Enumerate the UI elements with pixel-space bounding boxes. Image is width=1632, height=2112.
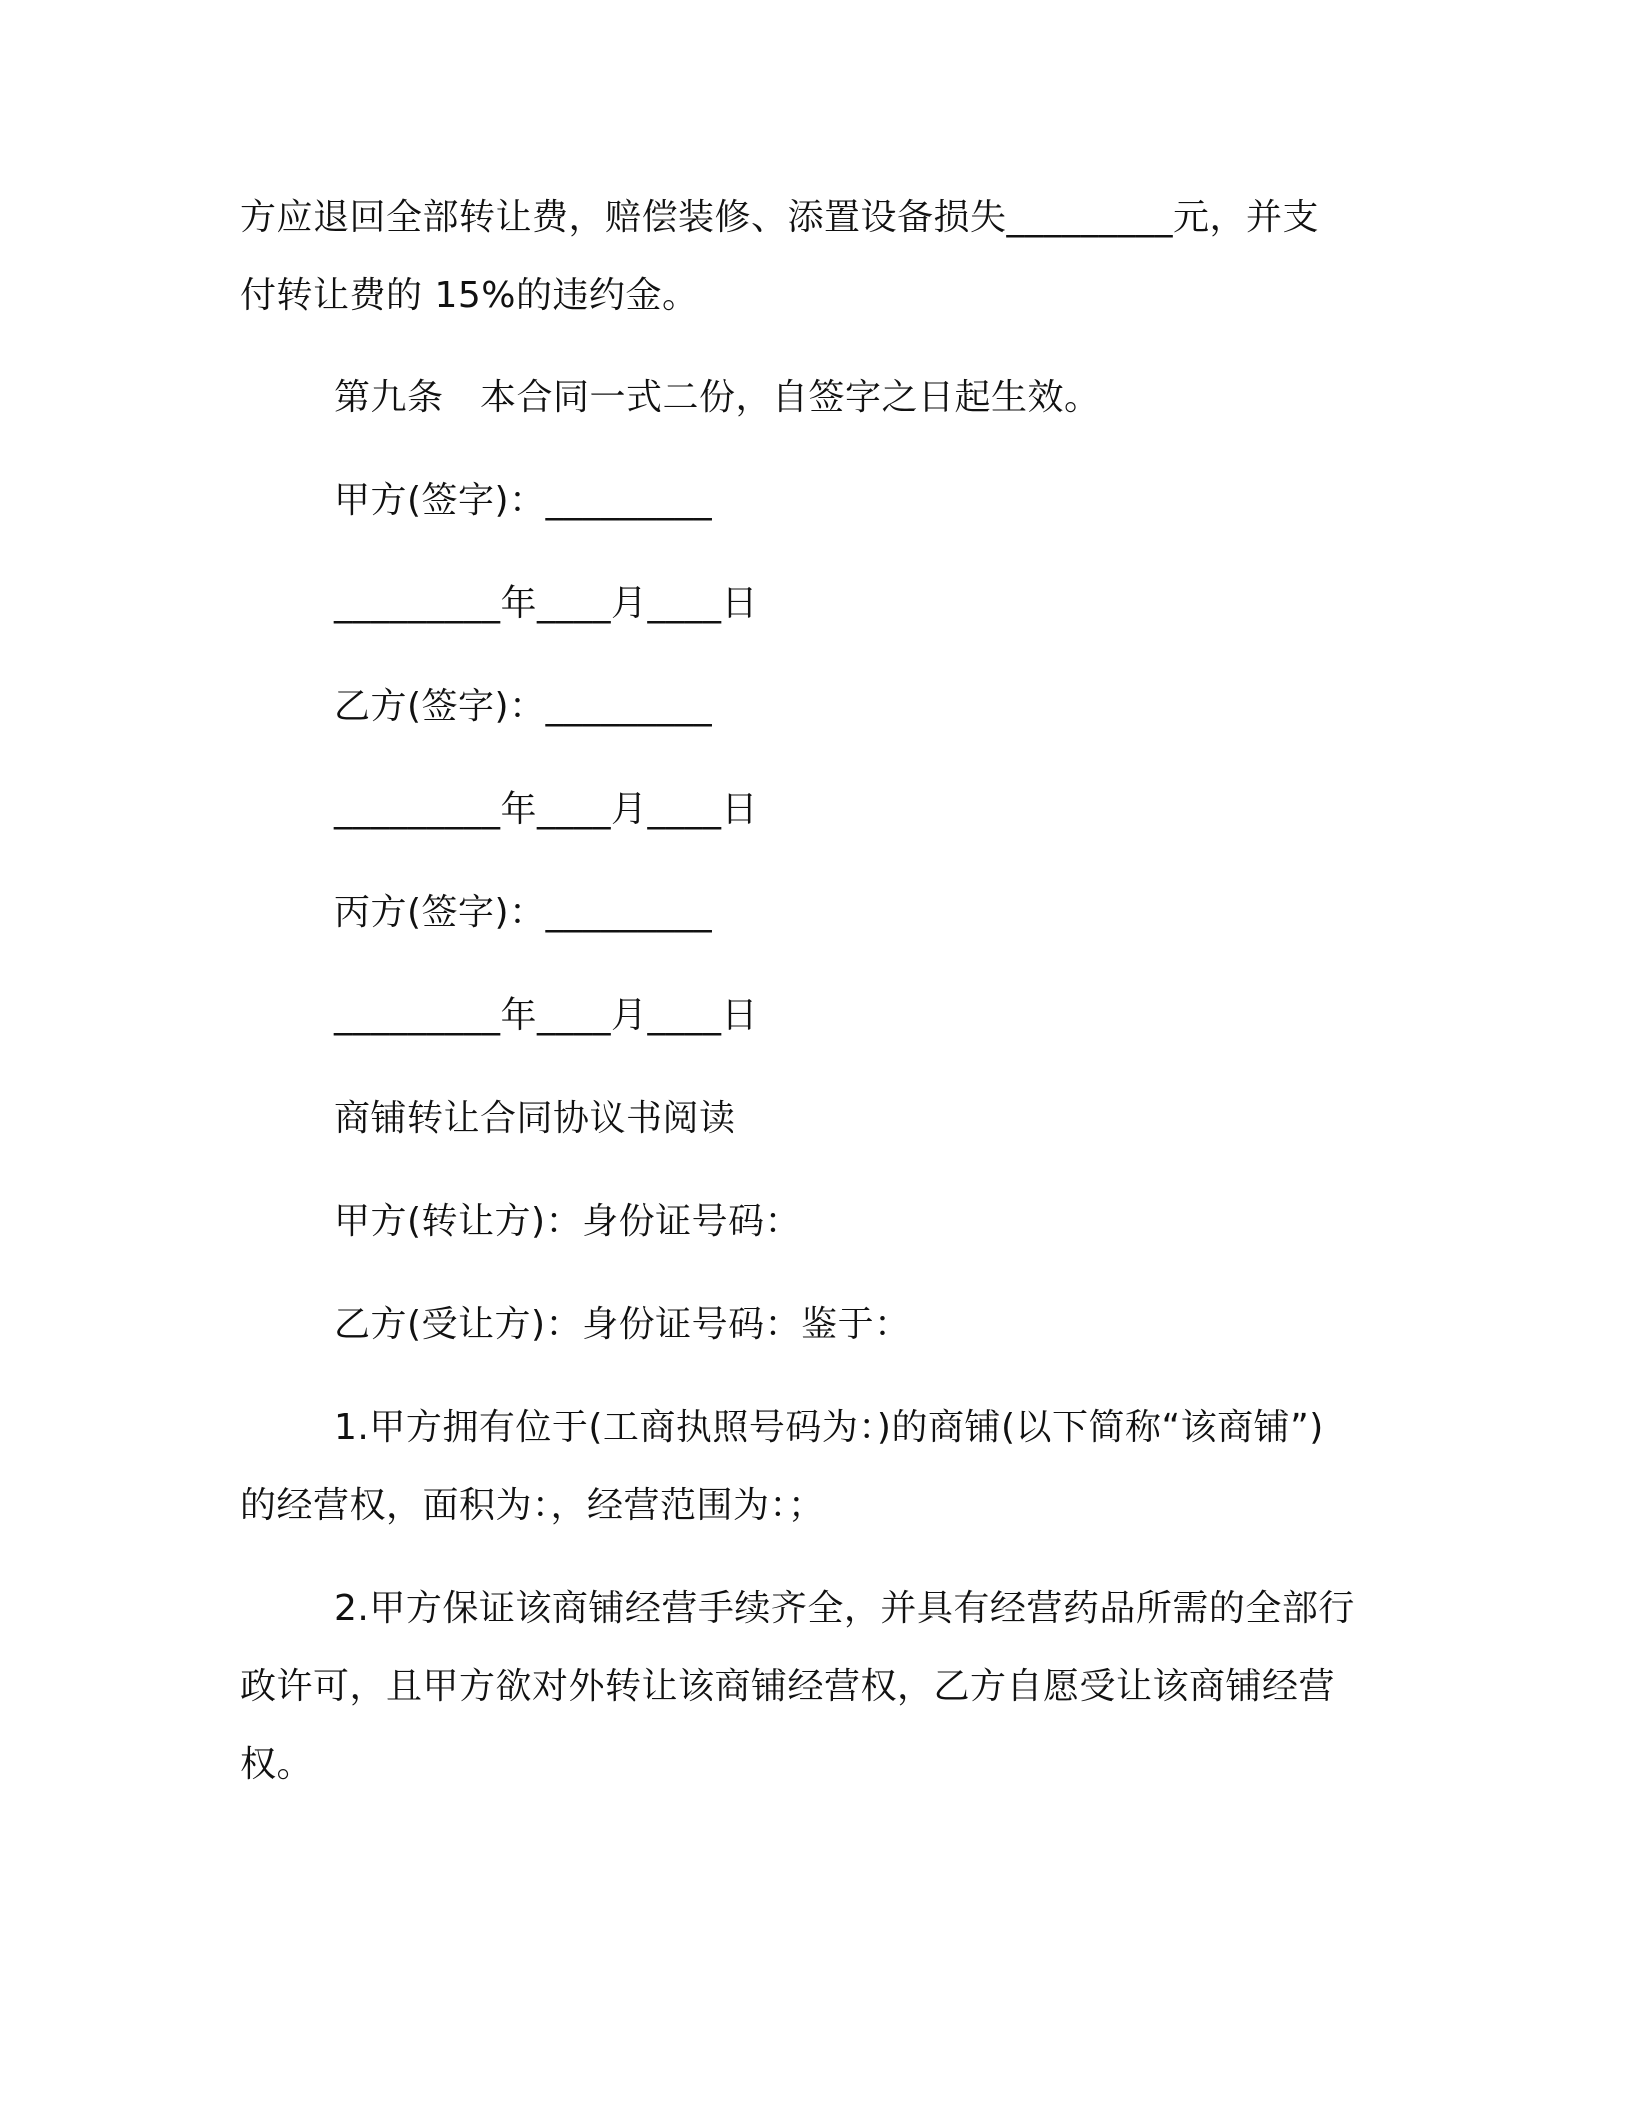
text-line-party-b-date: _________年____月____日 — [334, 789, 758, 830]
text-line-clause-2c: 权。 — [240, 1744, 314, 1785]
text-line-party-a-date: _________年____月____日 — [334, 583, 758, 624]
text-line-clause-1b: 的经营权，面积为：，经营范围为：； — [240, 1485, 825, 1526]
text-line-party-b-signature: 乙方(签字)：_________ — [334, 686, 713, 727]
text-line-penalty-1: 方应退回全部转让费，赔偿装修、添置设备损失_________元，并支 — [240, 197, 1320, 238]
text-line-clause-1a: 1.甲方拥有位于(工商执照号码为：)的商铺(以下简称“该商铺”) — [334, 1407, 1324, 1448]
text-line-transferor: 甲方(转让方)：身份证号码： — [334, 1201, 802, 1242]
text-line-transferee: 乙方(受让方)：身份证号码：鉴于： — [334, 1304, 911, 1345]
text-line-party-c-date: _________年____月____日 — [334, 995, 758, 1036]
text-line-clause-2a: 2.甲方保证该商铺经营手续齐全，并具有经营药品所需的全部行 — [334, 1588, 1355, 1629]
text-line-party-c-signature: 丙方(签字)：_________ — [334, 892, 713, 933]
text-line-penalty-2: 付转让费的 15%的违约金。 — [240, 275, 699, 316]
text-line-clause-2b: 政许可，且甲方欲对外转让该商铺经营权，乙方自愿受让该商铺经营 — [240, 1666, 1336, 1707]
text-line-party-a-signature: 甲方(签字)：_________ — [334, 480, 713, 521]
text-line-article-nine: 第九条 本合同一式二份，自签字之日起生效。 — [334, 377, 1101, 418]
text-line-heading: 商铺转让合同协议书阅读 — [334, 1098, 736, 1139]
